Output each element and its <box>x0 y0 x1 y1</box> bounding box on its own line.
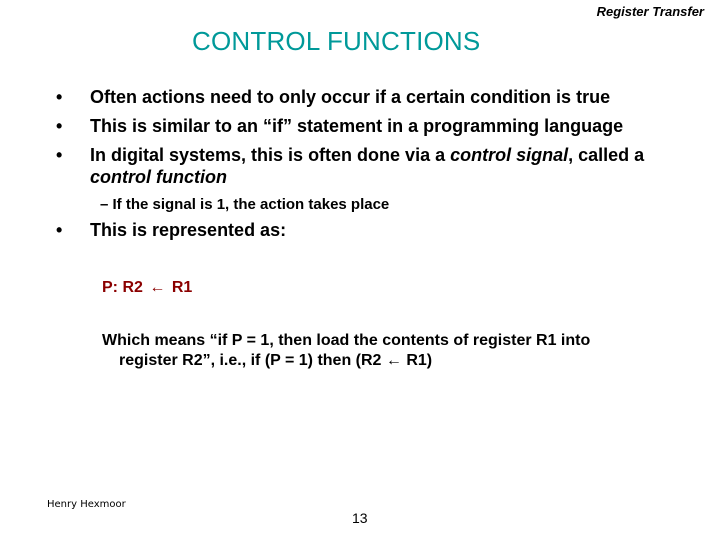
bullet-text: This is represented as: <box>90 220 287 240</box>
bullet-item <box>54 144 694 188</box>
bullet-text: Often actions need to only occur if a certain condition is true <box>90 87 611 107</box>
expression-left: P: R2 <box>102 279 143 296</box>
bullet-item <box>54 86 694 108</box>
bullet-item <box>54 115 694 137</box>
left-arrow-icon: ← <box>385 352 402 369</box>
sub-bullet-text: If the signal is 1, the action takes place <box>112 196 390 213</box>
author-name: Henry Hexmoor <box>47 499 126 510</box>
bullet-icon: • <box>56 116 63 136</box>
slide-title: CONTROL FUNCTIONS <box>192 26 481 56</box>
control-signal-term: control signal <box>450 145 569 165</box>
bullet-text: This is similar to an “if” statement in a programming language <box>90 116 624 136</box>
bullet-icon: • <box>56 220 63 240</box>
dash-icon: – <box>100 196 109 213</box>
meaning-line1: Which means “if P = 1, then load the contents of register R1 into <box>102 332 591 349</box>
control-function-term: control function <box>90 167 227 187</box>
bullet-icon: • <box>56 87 63 107</box>
page-number: 13 <box>352 510 368 526</box>
control-expression <box>102 279 192 297</box>
meaning-line2 <box>102 351 682 371</box>
meaning-line2-suffix: R1) <box>401 352 433 369</box>
left-arrow-icon: ← <box>149 279 166 296</box>
meaning-text <box>102 331 682 371</box>
section-header: Register Transfer <box>596 4 704 19</box>
bullet-text-prefix: In digital systems, this is often done via a <box>90 145 451 165</box>
bullet-icon: • <box>56 145 63 165</box>
meaning-line2-prefix: register R2”, i.e., if (P = 1) then (R2 <box>119 352 386 369</box>
bullet-text-mid: , called a <box>568 145 645 165</box>
bullet-text <box>90 144 694 188</box>
sub-bullet <box>100 196 389 213</box>
bullet-item <box>54 220 286 241</box>
expression-right: R1 <box>171 279 193 296</box>
bullet-list <box>54 86 694 195</box>
